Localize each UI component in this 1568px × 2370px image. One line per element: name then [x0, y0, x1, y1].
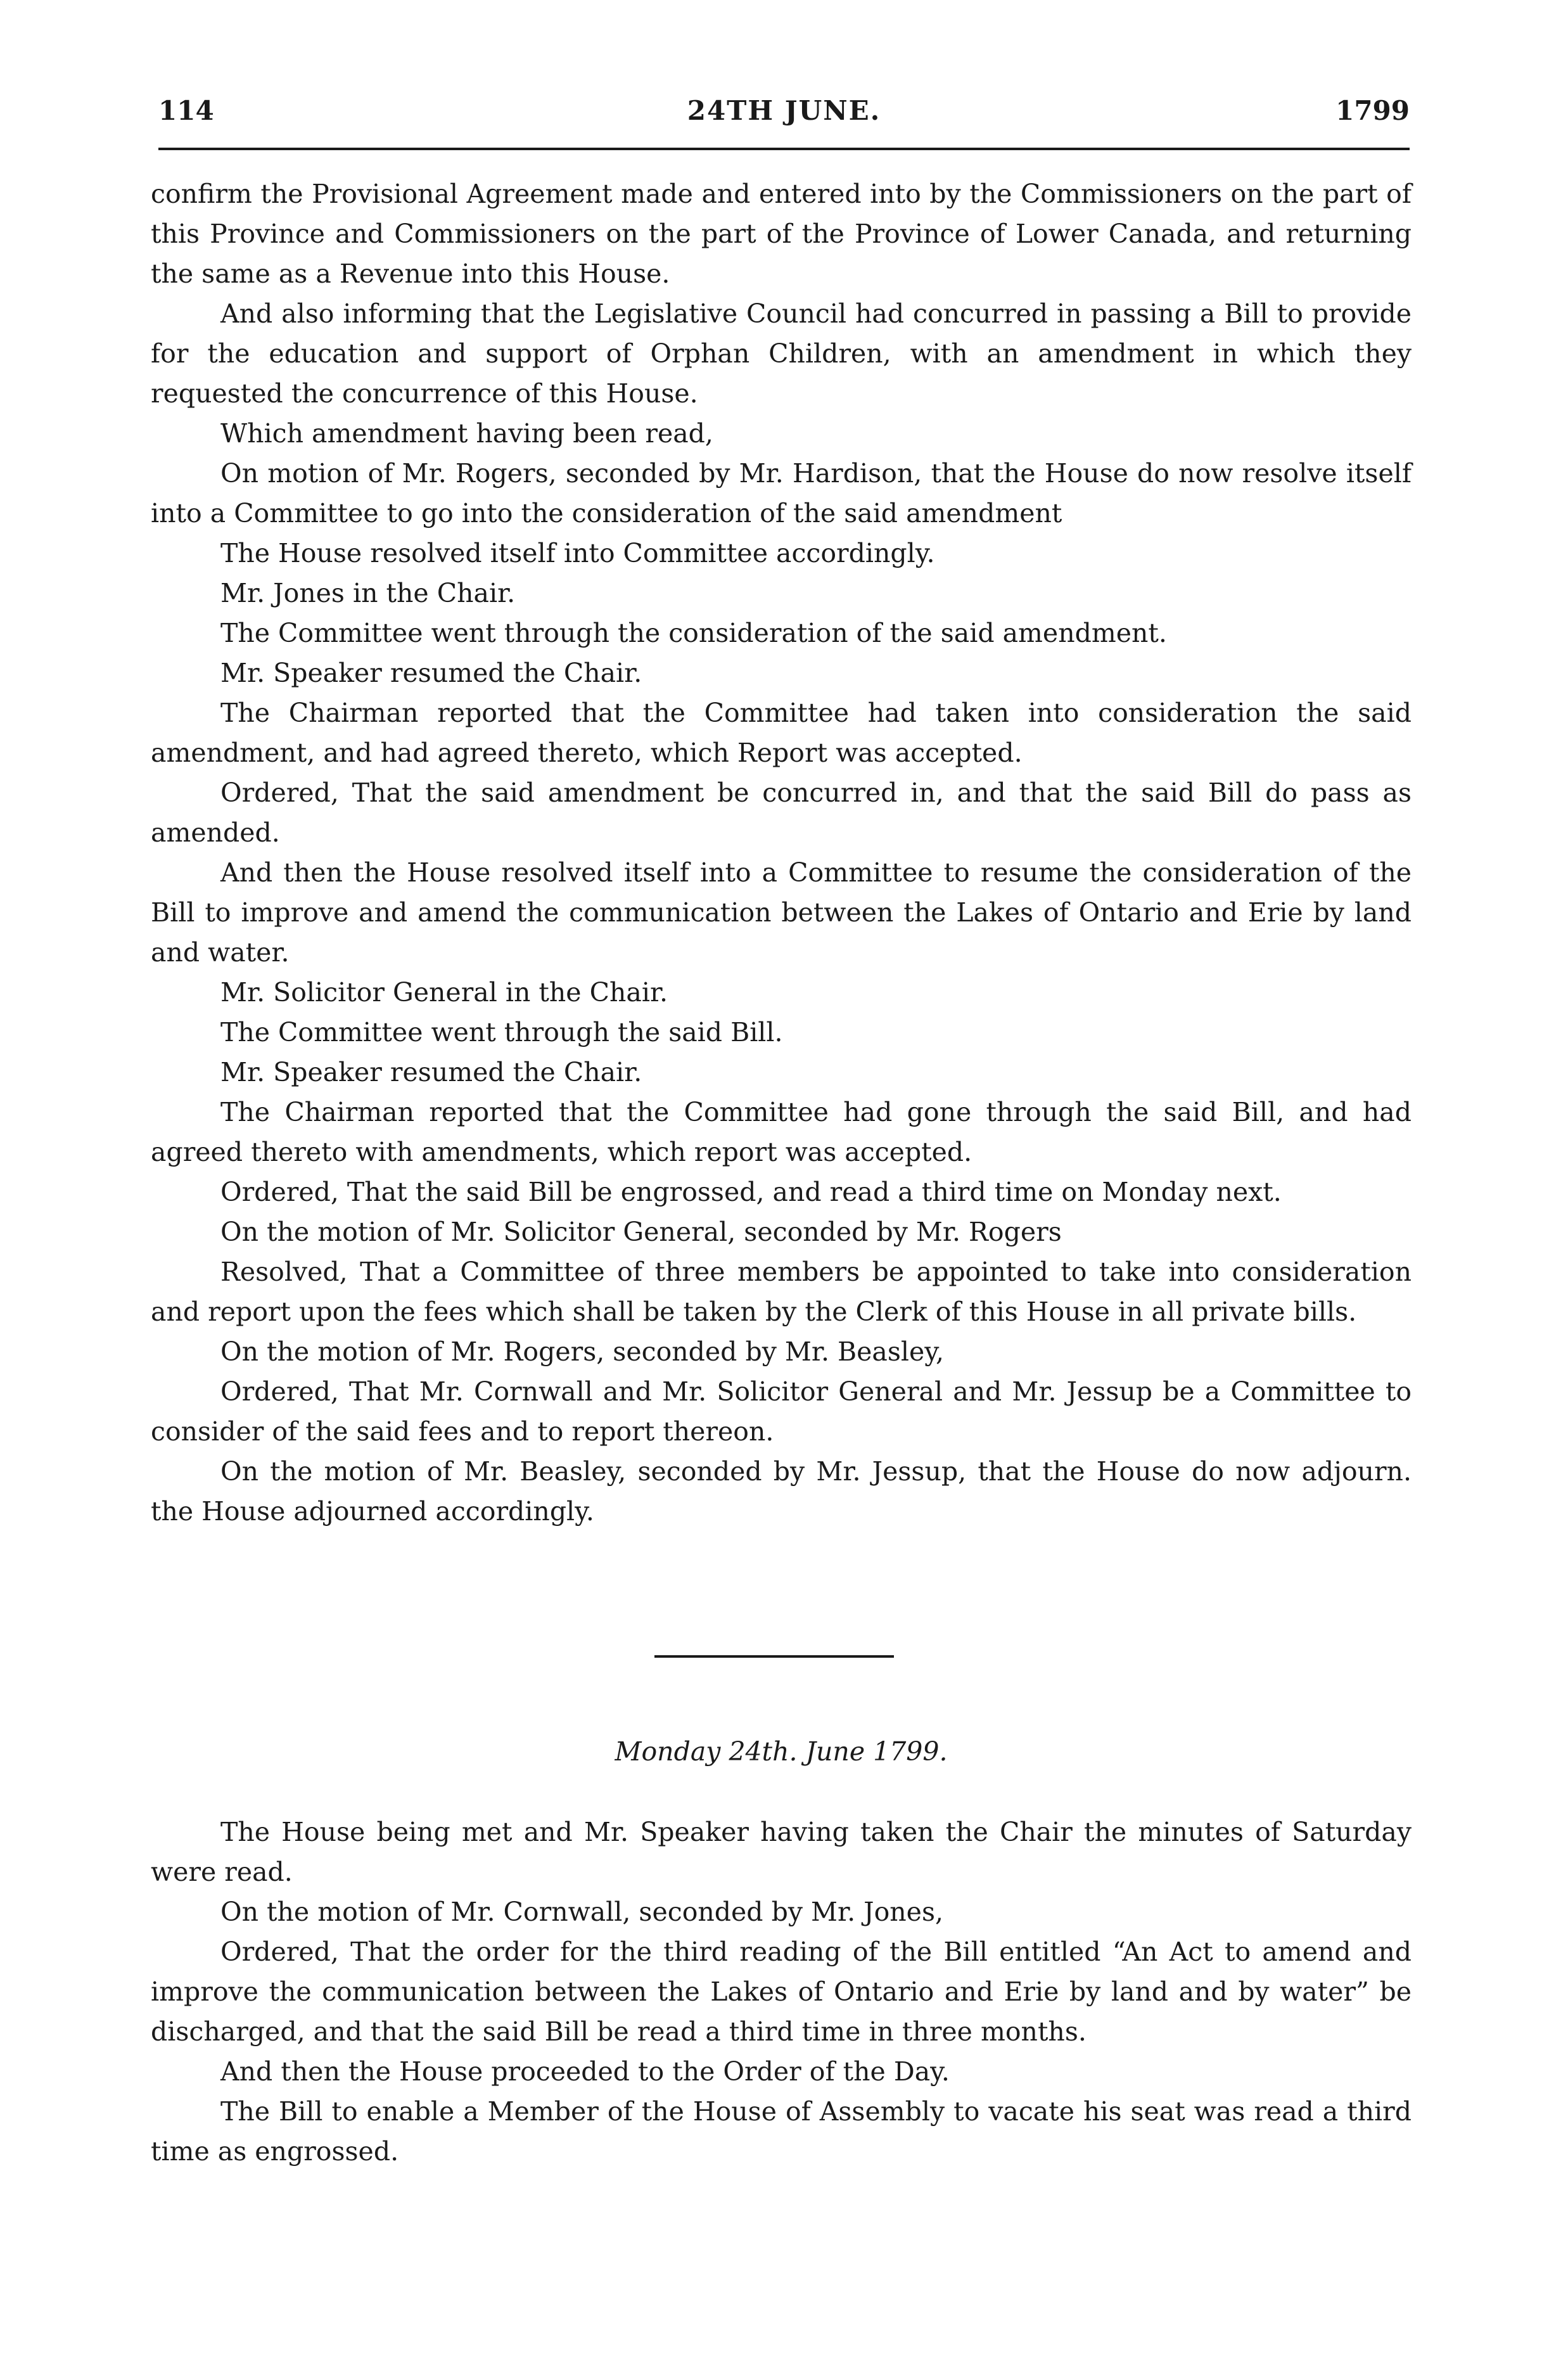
section-divider: [654, 1655, 894, 1658]
paragraph: Ordered, That the order for the third reading of the Bill entitled “An Act to amend and improve the communication between the Lakes of Ontario and Erie by land and by water” be discharged, and that the said Bill be read a third time in three months.: [151, 1937, 1412, 2047]
dateline: Monday 24th. June 1799.: [615, 1736, 948, 1767]
paragraph: Ordered, That Mr. Cornwall and Mr. Solicitor General and Mr. Jessup be a Committee to consider of the said fees and to report thereon.: [151, 1376, 1412, 1447]
proceedings-saturday: [151, 174, 1412, 1532]
page-number: 114: [158, 95, 214, 126]
paragraph: Which amendment having been read,: [220, 418, 713, 449]
paragraph: On the motion of Mr. Rogers, seconded by Mr. Beasley,: [220, 1336, 945, 1367]
paragraph: Mr. Speaker resumed the Chair.: [220, 1057, 642, 1087]
paragraph: Resolved, That a Committee of three members be appointed to take into consideration and report upon the fees which shall be taken by the Clerk of this House in all private bills.: [151, 1257, 1412, 1327]
paragraph: On motion of Mr. Rogers, seconded by Mr. Hardison, that the House do now resolve itself into a Committee to go into the consideration of the said amendment: [151, 458, 1412, 528]
paragraph: The Chairman reported that the Committee had taken into consideration the said amendment, and had agreed thereto, which Report was accepted.: [151, 698, 1412, 768]
proceedings-monday: [151, 1812, 1412, 2172]
header-rule: [158, 148, 1410, 150]
paragraph: Mr. Jones in the Chair.: [220, 578, 516, 608]
paragraph: And then the House resolved itself into a Committee to resume the consideration of the Bill to improve and amend the communication between the Lakes of Ontario and Erie by land and water.: [151, 857, 1412, 968]
paragraph: confirm the Provisional Agreement made and entered into by the Commissioners on the part of this Province and Commissioners on the part of the Province of Lower Canada, and returning the same as a Revenue into this House.: [151, 179, 1412, 289]
paragraph: Ordered, That the said Bill be engrossed, and read a third time on Monday next.: [220, 1177, 1282, 1207]
paragraph: The House being met and Mr. Speaker having taken the Chair the minutes of Saturday were read.: [151, 1817, 1412, 1887]
paragraph: The Committee went through the consideration of the said amendment.: [220, 618, 1167, 648]
header-year: 1799: [1335, 95, 1410, 126]
paragraph: The House resolved itself into Committee accordingly.: [220, 538, 935, 568]
paragraph: And then the House proceeded to the Order of the Day.: [220, 2056, 950, 2087]
paragraph: On the motion of Mr. Cornwall, seconded by Mr. Jones,: [220, 1897, 944, 1927]
paragraph: And also informing that the Legislative Council had concurred in passing a Bill to provide for the education and support of Orphan Children, with an amendment in which they requested the concurrence of this House.: [151, 298, 1412, 409]
running-title: 24TH JUNE.: [687, 95, 881, 126]
paragraph: On the motion of Mr. Beasley, seconded by Mr. Jessup, that the House do now adjourn. the House adjourned accordingly.: [151, 1456, 1412, 1527]
paragraph: On the motion of Mr. Solicitor General, seconded by Mr. Rogers: [220, 1217, 1062, 1247]
paragraph: Mr. Speaker resumed the Chair.: [220, 658, 642, 688]
paragraph: Mr. Solicitor General in the Chair.: [220, 977, 668, 1008]
paragraph: The Chairman reported that the Committee had gone through the said Bill, and had agreed thereto with amendments, which report was accepted.: [151, 1097, 1412, 1167]
paragraph: Ordered, That the said amendment be concurred in, and that the said Bill do pass as amended.: [151, 778, 1412, 848]
paragraph: The Committee went through the said Bill.: [220, 1017, 783, 1047]
page-header: [158, 95, 1410, 139]
paragraph: The Bill to enable a Member of the House of Assembly to vacate his seat was read a third time as engrossed.: [151, 2096, 1412, 2167]
